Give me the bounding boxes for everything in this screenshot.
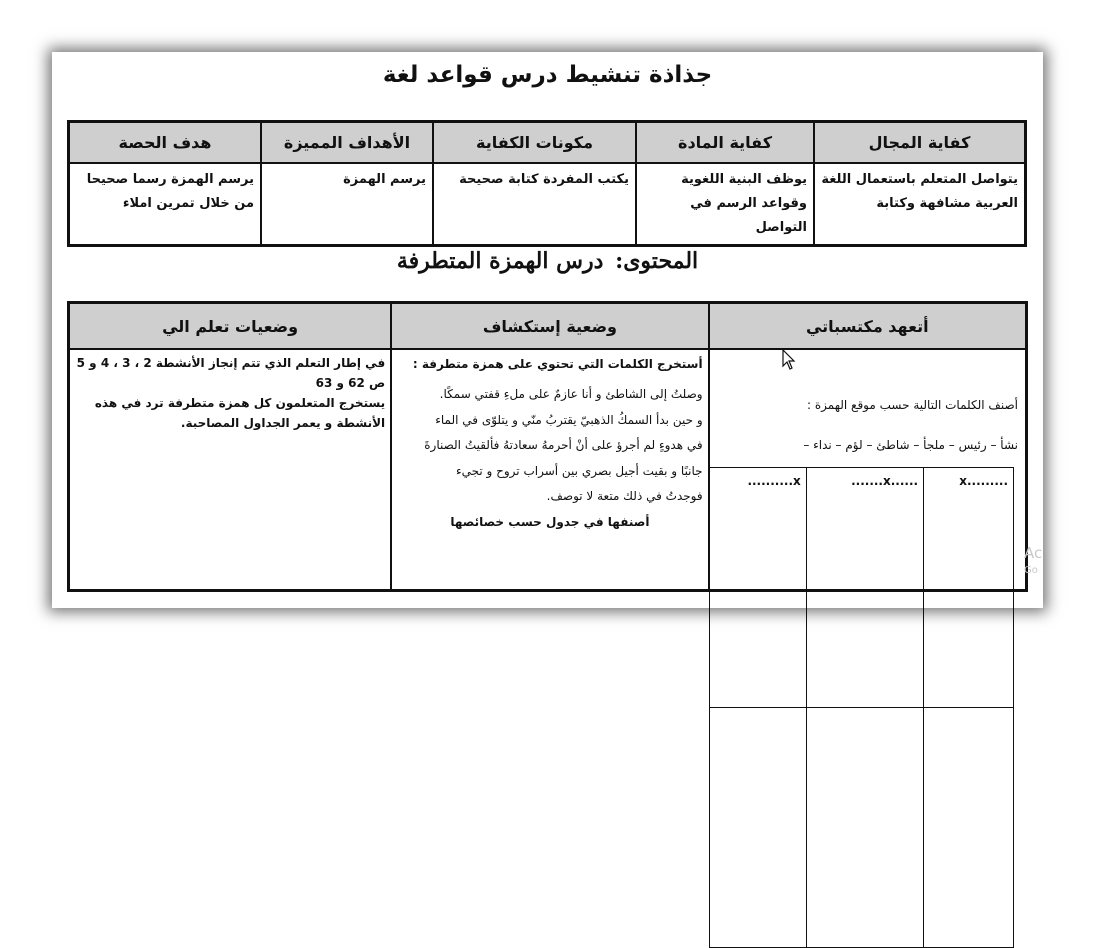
cell-learning-situations xyxy=(69,349,392,591)
mini-cell xyxy=(924,708,1014,948)
discovery-note: أصنفها في جدول حسب خصائصها xyxy=(450,514,650,529)
learning-line: يستخرج المتعلمون كل همزة متطرفة ترد في هذه xyxy=(94,396,386,410)
passage-line: فوجدتُ في ذلك متعة لا توصف. xyxy=(546,489,703,503)
header-domain-competency: كفاية المجال xyxy=(814,122,1026,164)
learning-line: الأنشطة و يعمر الجداول المصاحبة. xyxy=(180,416,386,430)
mouse-pointer-icon xyxy=(782,349,796,371)
header-prior-knowledge: أتعهد مكتسباتي xyxy=(709,303,1027,350)
cell-text: يرسم الهمزة رسما صحيحا xyxy=(86,172,254,187)
cell-text: يكتب المفردة كتابة صحيحة xyxy=(459,172,629,187)
discovery-passage xyxy=(397,382,702,510)
competency-table xyxy=(67,120,1027,247)
passage-line: في هدوءٍ لم أجرؤ على أنْ أحرمهُ سعادتهُ فألقيتُ الصنارةَ xyxy=(424,438,703,452)
cell-session-goal xyxy=(69,163,262,246)
discovery-intro: أستخرج الكلمات التي تحتوي على همزة متطرفة : xyxy=(412,357,703,371)
header-distinctive-objectives: الأهداف المميزة xyxy=(261,122,433,164)
cell-domain-competency xyxy=(814,163,1026,246)
mini-cell xyxy=(710,708,807,948)
cell-competency-components xyxy=(433,163,636,246)
content-heading xyxy=(0,248,1095,274)
cell-text: من خلال تمرين املاء xyxy=(122,196,254,211)
document-title: جذاذة تنشيط درس قواعد لغة xyxy=(382,62,713,88)
header-learning-situations: وضعيات تعلم الي xyxy=(69,303,392,350)
classification-instruction: أصنف الكلمات التالية حسب موقع الهمزة : xyxy=(807,398,1018,412)
activities-table xyxy=(67,301,1028,592)
learning-line: في إطار التعلم الذي تتم إنجاز الأنشطة 2 ، 3 ، 4 و 5 xyxy=(76,356,386,370)
watermark-line: Ac xyxy=(1024,544,1043,562)
watermark-line: Go xyxy=(1024,565,1038,576)
mini-cell: x.......... xyxy=(710,468,807,708)
cell-distinctive-objectives xyxy=(261,163,433,246)
word-list: نشأ – رئيس – ملجأ – شاطئ – لؤم – نداء – xyxy=(803,438,1018,452)
passage-line: جانبًا و بقيت أجيل بصري بين أسراب تروح و تجيء xyxy=(455,463,703,478)
cell-text: يتواصل المتعلم باستعمال اللغة xyxy=(821,172,1018,187)
mini-cell xyxy=(806,708,923,948)
cell-subject-competency xyxy=(636,163,814,246)
learning-line: ص 62 و 63 xyxy=(315,376,386,390)
cell-discovery xyxy=(391,349,708,591)
header-competency-components: مكونات الكفاية xyxy=(433,122,636,164)
header-session-goal: هدف الحصة xyxy=(69,122,262,164)
cell-text: يوظف البنية اللغوية xyxy=(681,172,807,187)
header-discovery: وضعية إستكشاف xyxy=(391,303,708,350)
mini-cell: ......x....... xyxy=(806,468,923,708)
passage-line: وصلتُ إلى الشاطئ و أنا عازمٌ على ملءِ قفتي سمكًا. xyxy=(439,387,703,401)
cell-text: العربية مشافهة وكتابة xyxy=(876,196,1018,211)
mini-cell: .........x xyxy=(924,468,1014,708)
classification-table xyxy=(709,467,1014,948)
header-subject-competency: كفاية المادة xyxy=(636,122,814,164)
cell-text: وقواعد الرسم في التواصل xyxy=(690,196,807,235)
cell-prior-knowledge xyxy=(709,349,1027,591)
prior-knowledge-content xyxy=(715,353,1020,586)
cell-text: يرسم الهمزة xyxy=(343,172,426,187)
content-label: المحتوى: xyxy=(615,248,699,274)
activation-watermark xyxy=(1024,544,1042,580)
content-value: درس الهمزة المتطرفة xyxy=(396,248,604,274)
passage-line: و حين بدأ السمكُ الذهبيّ يقتربُ منّي و يتلوّى في الماء xyxy=(435,412,703,427)
